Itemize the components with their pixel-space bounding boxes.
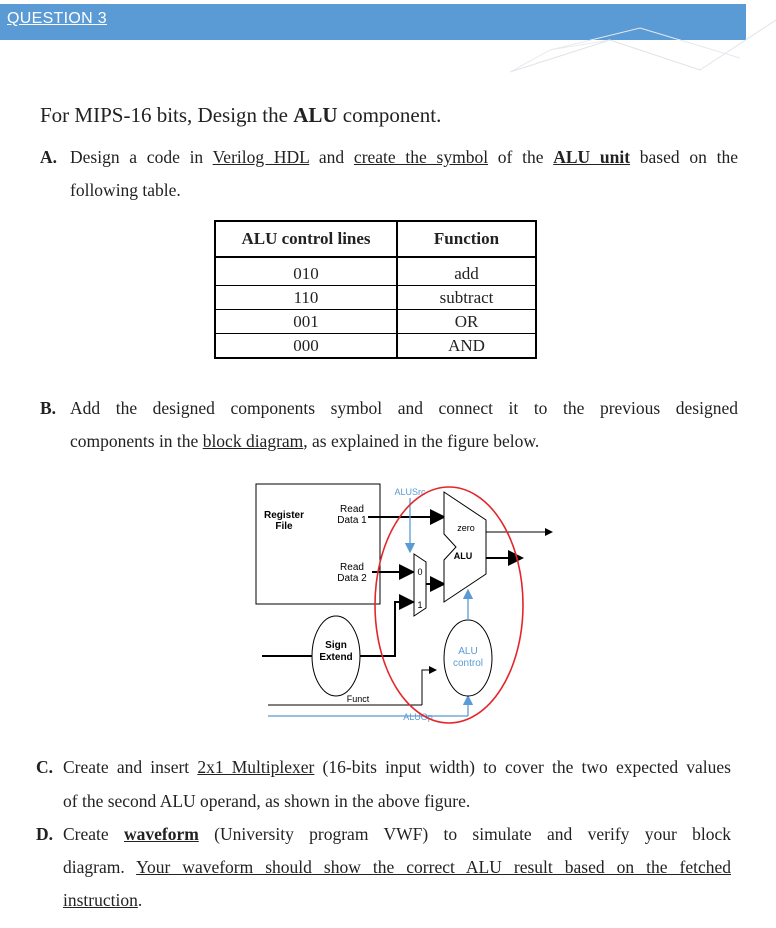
question-title: QUESTION 3	[7, 10, 107, 27]
intro-line: For MIPS-16 bits, Design the ALU component.	[40, 103, 442, 127]
aluop-label: ALUOp	[403, 712, 433, 722]
register-file-box	[256, 484, 380, 604]
mux-label-1: 1	[417, 600, 423, 610]
sign-extend-label-2: Extend	[319, 652, 353, 663]
alu-label: ALU	[453, 551, 473, 561]
block-diagram	[250, 462, 560, 730]
funct-to-control-wire	[422, 670, 436, 705]
part-d-line2: diagram. Your waveform should show the correct ALU result based on the fetched	[63, 857, 731, 877]
table-row: 110 subtract	[215, 286, 536, 310]
part-d-line1: Create waveform (University program VWF) to simulate and verify your block	[63, 824, 731, 844]
sign-extend-label: Sign	[325, 640, 347, 651]
register-file-label-2: File	[275, 521, 293, 532]
part-b-line2: components in the block diagram, as explained in the figure below.	[70, 431, 540, 451]
part-c-line1: Create and insert 2x1 Multiplexer (16-bits input width) to cover the two expected values	[63, 757, 731, 777]
part-c-line2: of the second ALU operand, as shown in the above figure.	[63, 791, 471, 811]
alu-control-label: ALU	[458, 646, 478, 657]
part-a-line2: following table.	[70, 180, 181, 200]
read-data2-label-2: Data 2	[337, 573, 367, 584]
alu-shape	[444, 492, 486, 602]
part-b-line1: Add the designed components symbol and connect it to the previous designed	[70, 398, 738, 418]
part-d-letter: D.	[36, 824, 54, 844]
alusrc-label: ALUSrc	[394, 487, 426, 497]
table-row: 000 AND	[215, 334, 536, 359]
read-data2-label: Read	[340, 562, 364, 573]
part-a-line1: Design a code in Verilog HDL and create the symbol of the ALU unit based on the	[70, 147, 738, 167]
part-a-letter: A.	[40, 147, 58, 167]
zero-label: zero	[457, 523, 475, 533]
read-data1-label: Read	[340, 504, 364, 515]
mux-label-0: 0	[417, 567, 423, 577]
table-row: 010 add	[215, 257, 536, 286]
alu-control-label-2: control	[452, 658, 484, 669]
sign-extend-output-wire	[360, 602, 413, 656]
funct-label: Funct	[346, 694, 370, 704]
table-row: 001 OR	[215, 310, 536, 334]
table-header-function: Function	[397, 221, 536, 257]
read-data1-label-2: Data 1	[337, 515, 367, 526]
decorative-lines	[490, 0, 776, 80]
part-d-line3: instruction.	[63, 890, 143, 910]
part-c-letter: C.	[36, 757, 54, 777]
part-b-letter: B.	[40, 398, 57, 418]
table-header-control: ALU control lines	[215, 221, 397, 257]
alu-control-table	[214, 220, 537, 359]
register-file-label: Register	[263, 510, 305, 521]
